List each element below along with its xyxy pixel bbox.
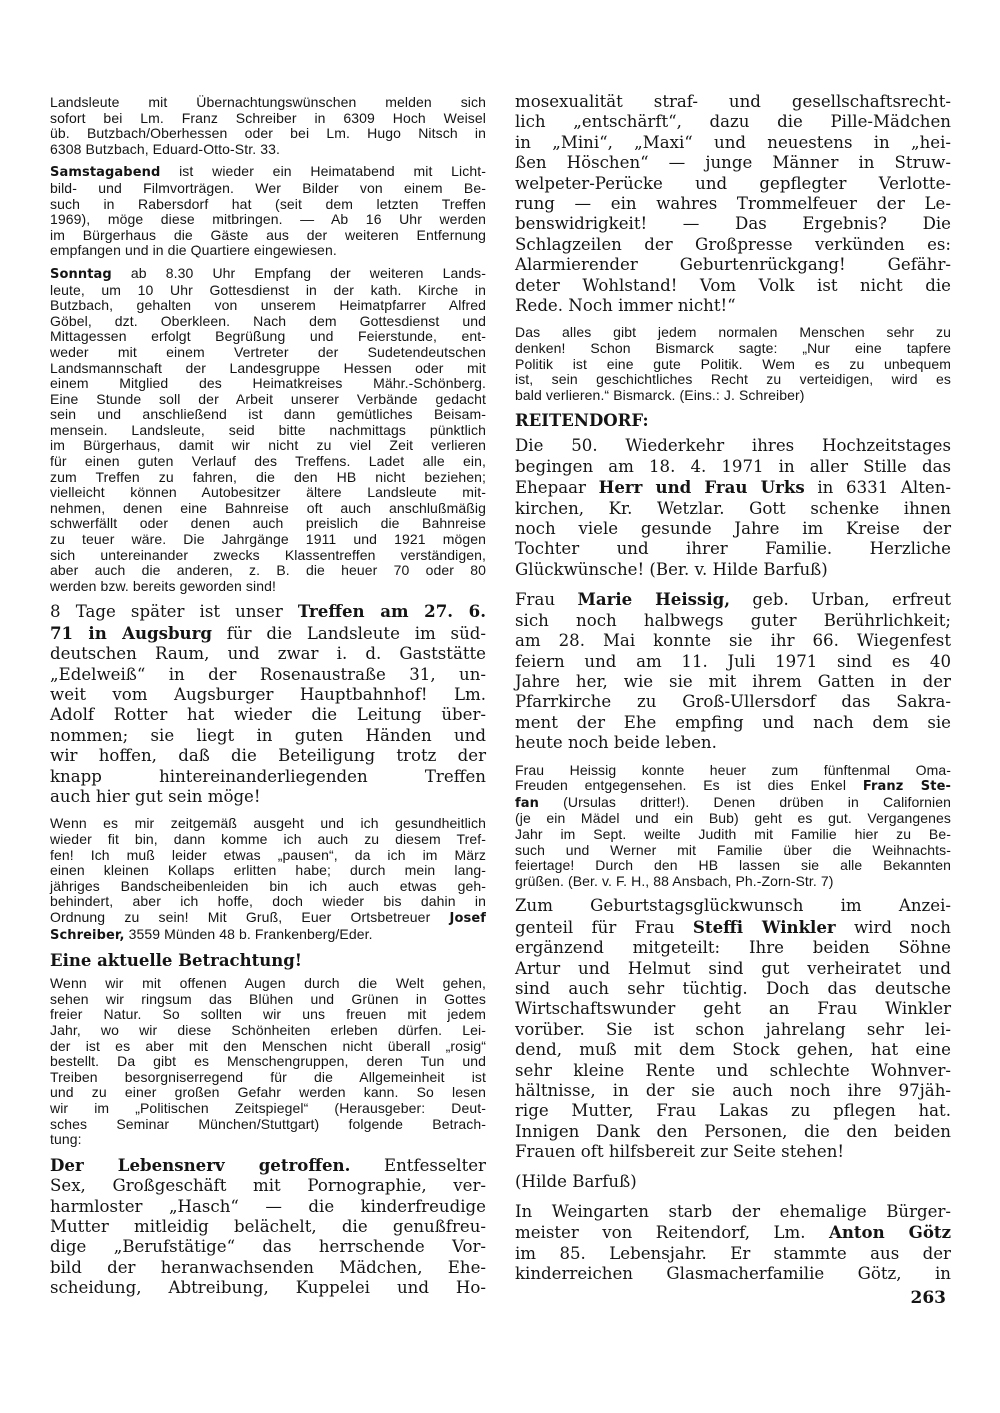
text-line: einen kleinen Kollaps erlitten habe; durch mein lang-	[50, 862, 486, 879]
paragraph	[515, 325, 951, 403]
text-line: und zu einer großen Gefahr werden kann. So lesen	[50, 1084, 486, 1101]
text-line: sofort bei Lm. Franz Schreiber in 6309 Hoch Weisel	[50, 109, 486, 126]
text-run: 8 Tage später ist unser	[50, 602, 298, 622]
text-line: am 28. Mai konnte sie ihr 66. Wiegenfest	[515, 631, 951, 651]
text-run: wird noch	[835, 917, 951, 937]
text-line: einem Mitglied des Heimatkreises Mähr.-Schönberg.	[50, 375, 486, 392]
text-run: Ordnung zu sein! Mit Gruß, Euer Ortsbetreuer	[50, 909, 450, 926]
text-line: weder mit einem Vertreter der Sudetendeutschen	[50, 343, 486, 360]
paragraph	[50, 95, 486, 157]
text-line	[50, 623, 486, 644]
text-line: 6308 Butzbach, Eduard-Otto-Str. 33.	[50, 140, 280, 157]
text-line: Sex, Großgeschäft mit Pornographie, ver-	[50, 1176, 486, 1196]
text-line: Jahr im Sept. weilte Judith mit Familie hier zu Be-	[515, 825, 951, 842]
text-line: sehen wir ringsum das Blühen und Grünen in Gottes	[50, 990, 486, 1007]
paragraph	[515, 589, 951, 753]
text-line: welpeter-Perücke und gepflegter Verlotte-	[515, 173, 951, 193]
text-line: auch hier gut sein möge!	[50, 787, 261, 807]
section-heading	[515, 410, 951, 432]
text-line: Zum Geburtstagsglückwunsch im Anzei-	[515, 896, 951, 916]
text-line: bild der heranwachsenden Mädchen, Ehe-	[50, 1257, 486, 1277]
text-line: ist, sein geschichtliches Recht zu verteidigen, wird es	[515, 371, 951, 388]
text-line: sich noch halbwegs guter Berührlichkeit;	[515, 610, 951, 630]
text-run: 3559 Münden 48 b. Frankenberg/Eder.	[124, 925, 373, 942]
text-line: Frauen oft hilfsbereit zur Seite stehen!	[515, 1142, 845, 1162]
text-line: such und Werner mit Familie über die Weihnachts-	[515, 841, 951, 858]
bold-text-run: Treffen am 27. 6.	[297, 601, 487, 622]
bold-text-run: 71 in Augsburg	[50, 622, 212, 643]
text-run: geb. Urban, erfreut	[730, 590, 951, 610]
bold-text-run: Samstagabend	[50, 165, 161, 181]
text-line: mosexualität straf- und gesellschaftsrecht-	[515, 92, 951, 111]
text-line: feiertage! Durch den HB lassen sie alle Bekannten	[515, 857, 951, 874]
text-line: Mittagessen erfolgt Begrüßung und Feierstunde, ent-	[50, 328, 486, 345]
paragraph	[515, 1202, 951, 1285]
text-line: begingen am 18. 4. 1971 in aller Stille das	[515, 456, 951, 476]
paragraph	[515, 763, 951, 890]
text-line: Wirtschaftswunder geht an Frau Winkler	[515, 999, 951, 1019]
text-run: ab 8.30 Uhr Empfang der weiteren Lands-	[111, 264, 486, 281]
text-run: Freuden entgegensehen. Es ist dies Enkel	[515, 777, 863, 794]
paragraph	[50, 164, 486, 259]
text-line: In Weingarten starb der ehemalige Bürger-	[515, 1201, 951, 1221]
author-signature	[515, 1172, 951, 1192]
paragraph	[515, 436, 951, 580]
text-line: wieder fit bin, dann komme ich auch zu diesem Tref-	[50, 831, 486, 848]
text-line: kirchen, Kr. Wetzlar. Gott schenke ihnen	[515, 498, 951, 518]
text-line: knapp hintereinanderliegenden Treffen	[50, 766, 486, 786]
text-line: Rede. Noch immer nicht!“	[515, 296, 736, 316]
text-line	[50, 266, 486, 283]
text-line: benswidrigkeit! — Das Ergebnis? Die	[515, 214, 951, 234]
bold-text-run: fan	[515, 795, 539, 811]
bold-text-run: Sonntag	[50, 266, 112, 282]
text-run: für die Landsleute im süd-	[211, 623, 486, 643]
text-line: tung:	[50, 1131, 82, 1148]
text-line: ßen Höschen“ — junge Männer in Struw-	[515, 153, 951, 173]
text-line: Jahre her, wie sie mit ihrem Gatten in der	[515, 671, 951, 691]
text-run: meister von Reitendorf, Lm.	[515, 1223, 829, 1243]
text-line: grüßen. (Ber. v. F. H., 88 Ansbach, Ph.-Zorn-Str. 7)	[515, 872, 834, 889]
text-line: rung — ein wahres Trommelfeuer der Le-	[515, 194, 951, 214]
text-line: kinderreichen Glasmacherfamilie Götz, in	[515, 1264, 951, 1284]
text-line: Tochter und ihrer Familie. Herzliche	[515, 539, 951, 559]
page-number: 263	[910, 1288, 946, 1308]
text-run: genteil für Frau	[515, 917, 693, 937]
text-line: bald verlieren.“ Bismarck. (Eins.: J. Schreiber)	[515, 386, 805, 403]
text-line: leute, um 10 Uhr Gottesdienst in der kath. Kirche in	[50, 281, 486, 298]
text-line: Schlagzeilen der Großpresse verkünden es:	[515, 234, 951, 254]
text-line: sind auch sehr tüchtig. Doch das deutsche	[515, 978, 951, 998]
text-line: für einen guten Verlauf des Treffens. Ladet alle ein,	[50, 453, 486, 470]
text-line: Politik ist eine gute Politik. Wem es zu unbequem	[515, 355, 951, 372]
bold-text-run: Franz Ste-	[862, 779, 951, 795]
text-line: (je ein Mädel und ein Bub) geht es gut. Vergangenes	[515, 810, 951, 827]
text-line: Pfarrkirche zu Groß-Ullersdorf das Sakra-	[515, 692, 951, 712]
text-line: weit vom Augsburger Hauptbahnhof! Lm.	[50, 685, 486, 705]
paragraph	[50, 976, 486, 1148]
text-line: Adolf Rotter hat wieder die Leitung über-	[50, 705, 486, 725]
text-line: Landsleute mit Übernachtungswünschen melden sich	[50, 94, 486, 110]
text-line: Eine Stunde soll der Arbeit unserer Verbände gedacht	[50, 390, 486, 407]
text-line: freier Natur. So sollten wir uns freuen mit jedem	[50, 1006, 486, 1023]
left-column	[50, 95, 486, 1306]
bold-text-run: Herr und Frau Urks	[598, 477, 805, 498]
text-run: Ehepaar	[515, 478, 599, 498]
text-line	[515, 778, 951, 795]
text-line: scheidung, Abtreibung, Kuppelei und Ho-	[50, 1278, 486, 1298]
text-line: nehmen, denen eine Bahnreise oft auch anschlußmäßig	[50, 499, 486, 516]
text-line: lich „entschärft“, dazu die Pille-Mädchen	[515, 112, 951, 132]
text-line: der ist es aber mit den Menschen nicht überall „rosig“	[50, 1037, 486, 1054]
text-line: behindert, aber ich hoffe, doch wieder bis dahin in	[50, 893, 486, 910]
bold-text-run: Steffi Winkler	[692, 916, 836, 937]
text-line: hältnisse, in der sie auch noch ihre 97jäh-	[515, 1080, 951, 1100]
text-line: wir im „Politischen Zeitspiegel“ (Herausgeber: Deut-	[50, 1099, 486, 1116]
text-line: sein und anschließend ist dann gemütliches Beisam-	[50, 406, 486, 423]
paragraph	[50, 816, 486, 943]
text-line: im Bürgerhaus, damit wir nicht zu viel Zeit verlieren	[50, 437, 486, 454]
text-line: bild- und Filmvorträgen. Wer Bilder von einem Be-	[50, 179, 486, 196]
text-line: Treiben besorgniserregend für die Allgemeinheit ist	[50, 1068, 486, 1085]
text-line: „Edelweiß“ in der Rosenaustraße 31, un-	[50, 664, 486, 684]
bold-text-run: Josef	[449, 911, 486, 927]
text-line: üb. Butzbach/Oberhessen oder bei Lm. Hugo Nitsch in	[50, 125, 486, 142]
text-line	[50, 601, 486, 622]
text-line: Alarmierender Geburtenrückgang! Gefähr-	[515, 255, 951, 275]
bold-text-run: Der Lebensnerv getroffen.	[50, 1154, 351, 1175]
text-line: ment der Ehe empfing und nach dem sie	[515, 712, 951, 732]
text-line: sich untereinander zwecks Klassentreffen verständigen,	[50, 546, 486, 563]
bold-text-run: Marie Heissig,	[577, 589, 731, 610]
text-line: heute noch beide leben.	[515, 733, 717, 753]
text-line: mensein. Landsleute, seid bitte nachmittags pünktlich	[50, 421, 486, 438]
text-line: Innigen Dank den Personen, die den beiden	[515, 1121, 951, 1141]
text-line: dige „Berufstätige“ das herrschende Vor-	[50, 1237, 486, 1257]
text-line: rige Mutter, Frau Lakas zu pflegen hat.	[515, 1101, 951, 1121]
text-line: sches Seminar München/Stuttgart) folgende Betrach-	[50, 1115, 486, 1132]
section-heading	[50, 950, 486, 972]
paragraph	[50, 266, 486, 594]
paragraph	[50, 1155, 486, 1299]
text-line: feiern und am 11. Juli 1971 sind es 40	[515, 651, 951, 671]
text-line: vielleicht können Autobesitzer ältere Landsleute mit-	[50, 484, 486, 501]
text-line: Glückwünsche! (Ber. v. Hilde Barfuß)	[515, 559, 828, 579]
text-line: empfangen und in die Quartiere eingewiesen.	[50, 242, 337, 259]
text-line	[50, 927, 486, 944]
text-line: Wenn es mir zeitgemäß ausgeht und ich gesundheitlich	[50, 815, 486, 832]
text-line	[515, 917, 951, 938]
text-line: harmloster „Hasch“ — die kinderfreudige	[50, 1196, 486, 1216]
text-line: Frau Heissig konnte heuer zum fünftenmal Oma-	[515, 761, 951, 778]
right-column	[515, 92, 951, 1292]
text-line: in „Mini“, „Maxi“ und neuestens in „hei-	[515, 132, 951, 152]
text-line: Eine aktuelle Betrachtung!	[50, 951, 302, 971]
text-line	[515, 795, 951, 812]
text-run: (Ursulas dritter!). Denen drüben in Californien	[538, 793, 951, 810]
text-line: werden bzw. bereits geworden sind!	[50, 577, 276, 594]
text-line: Butzbach, gehalten von unserem Heimatpfarrer Alfred	[50, 297, 486, 314]
text-line: Wenn wir mit offenen Augen durch die Welt gehen,	[50, 975, 486, 992]
text-line: nommen; sie liegt in guten Händen und	[50, 725, 486, 745]
text-run: Frau	[515, 590, 578, 610]
paragraph	[50, 601, 486, 807]
text-line: ergänzend mitgeteilt: Ihre beiden Söhne	[515, 938, 951, 958]
text-line: fen! Ich muß leider etwas „pausen“, da ich im März	[50, 846, 486, 863]
text-line: (Hilde Barfuß)	[515, 1171, 637, 1191]
text-line: jähriges Bandscheibenleiden bin ich auch etwas geh-	[50, 877, 486, 894]
bold-text-run: Anton Götz	[828, 1222, 951, 1243]
text-line: such in Rabersdorf hat (seit dem letzten Treffen	[50, 195, 486, 212]
text-line: aber auch die anderen, z. B. die heuer 70 oder 80	[50, 562, 486, 579]
text-line: im 85. Lebensjahr. Er stammte aus der	[515, 1243, 951, 1263]
text-line: bestellt. Da gibt es Menschengruppen, deren Tun und	[50, 1053, 486, 1070]
text-line: denken! Schon Bismarck sagte: „Nur eine tapfere	[515, 340, 951, 357]
text-line: im Bürgerhaus die Gäste aus der weiteren Entfernung	[50, 226, 486, 243]
text-line	[515, 477, 951, 498]
text-line: vorüber. Sie ist schon jahrelang sehr lei-	[515, 1019, 951, 1039]
text-line: noch viele gesunde Jahre im Kreise der	[515, 519, 951, 539]
text-line: Landsmannschaft der Landesgruppe Hessen oder mit	[50, 359, 486, 376]
text-line: Das alles gibt jedem normalen Menschen sehr zu	[515, 324, 951, 341]
text-line: Die 50. Wiederkehr ihres Hochzeitstages	[515, 436, 951, 456]
paragraph	[515, 896, 951, 1162]
text-line: Göbel, dzt. Oberkleen. Nach dem Gottesdienst und	[50, 312, 486, 329]
text-run: Entfesselter	[350, 1155, 486, 1175]
text-line: 1969), möge diese mitbringen. — Ab 16 Uhr werden	[50, 211, 486, 228]
text-line	[50, 910, 486, 927]
text-line: wir hoffen, daß die Beteiligung trotz der	[50, 746, 486, 766]
text-line	[50, 1155, 486, 1176]
text-line: deutschen Raum, und zwar i. d. Gaststätte	[50, 644, 486, 664]
text-line: zu teuer wäre. Die Jahrgänge 1911 und 1921 mögen	[50, 531, 486, 548]
text-line: deter Wohlstand! Vom Volk ist nicht die	[515, 275, 951, 295]
text-run: ist wieder ein Heimatabend mit Licht-	[160, 163, 486, 180]
text-run: in 6331 Alten-	[804, 478, 951, 498]
paragraph	[515, 92, 951, 316]
text-line: sehr kleine Rente und schlechte Wohnver-	[515, 1060, 951, 1080]
text-line	[50, 164, 486, 181]
text-line	[515, 589, 951, 610]
text-line	[515, 1222, 951, 1243]
text-line: REITENDORF:	[515, 411, 649, 431]
text-line: schwerfällt oder denen auch preislich die Bahnreise	[50, 515, 486, 532]
text-line: Mutter mitleidig belächelt, die genußfreu-	[50, 1216, 486, 1236]
text-line: zum Treffen zu fahren, die den HB nicht beziehen;	[50, 468, 486, 485]
text-line: Jahr, wo wir diese Schönheiten erleben dürfen. Lei-	[50, 1022, 486, 1038]
text-line: dend, muß mit dem Stock gehen, hat eine	[515, 1040, 951, 1060]
bold-text-run: Schreiber,	[50, 927, 125, 943]
text-line: Artur und Helmut sind gut verheiratet und	[515, 958, 951, 978]
